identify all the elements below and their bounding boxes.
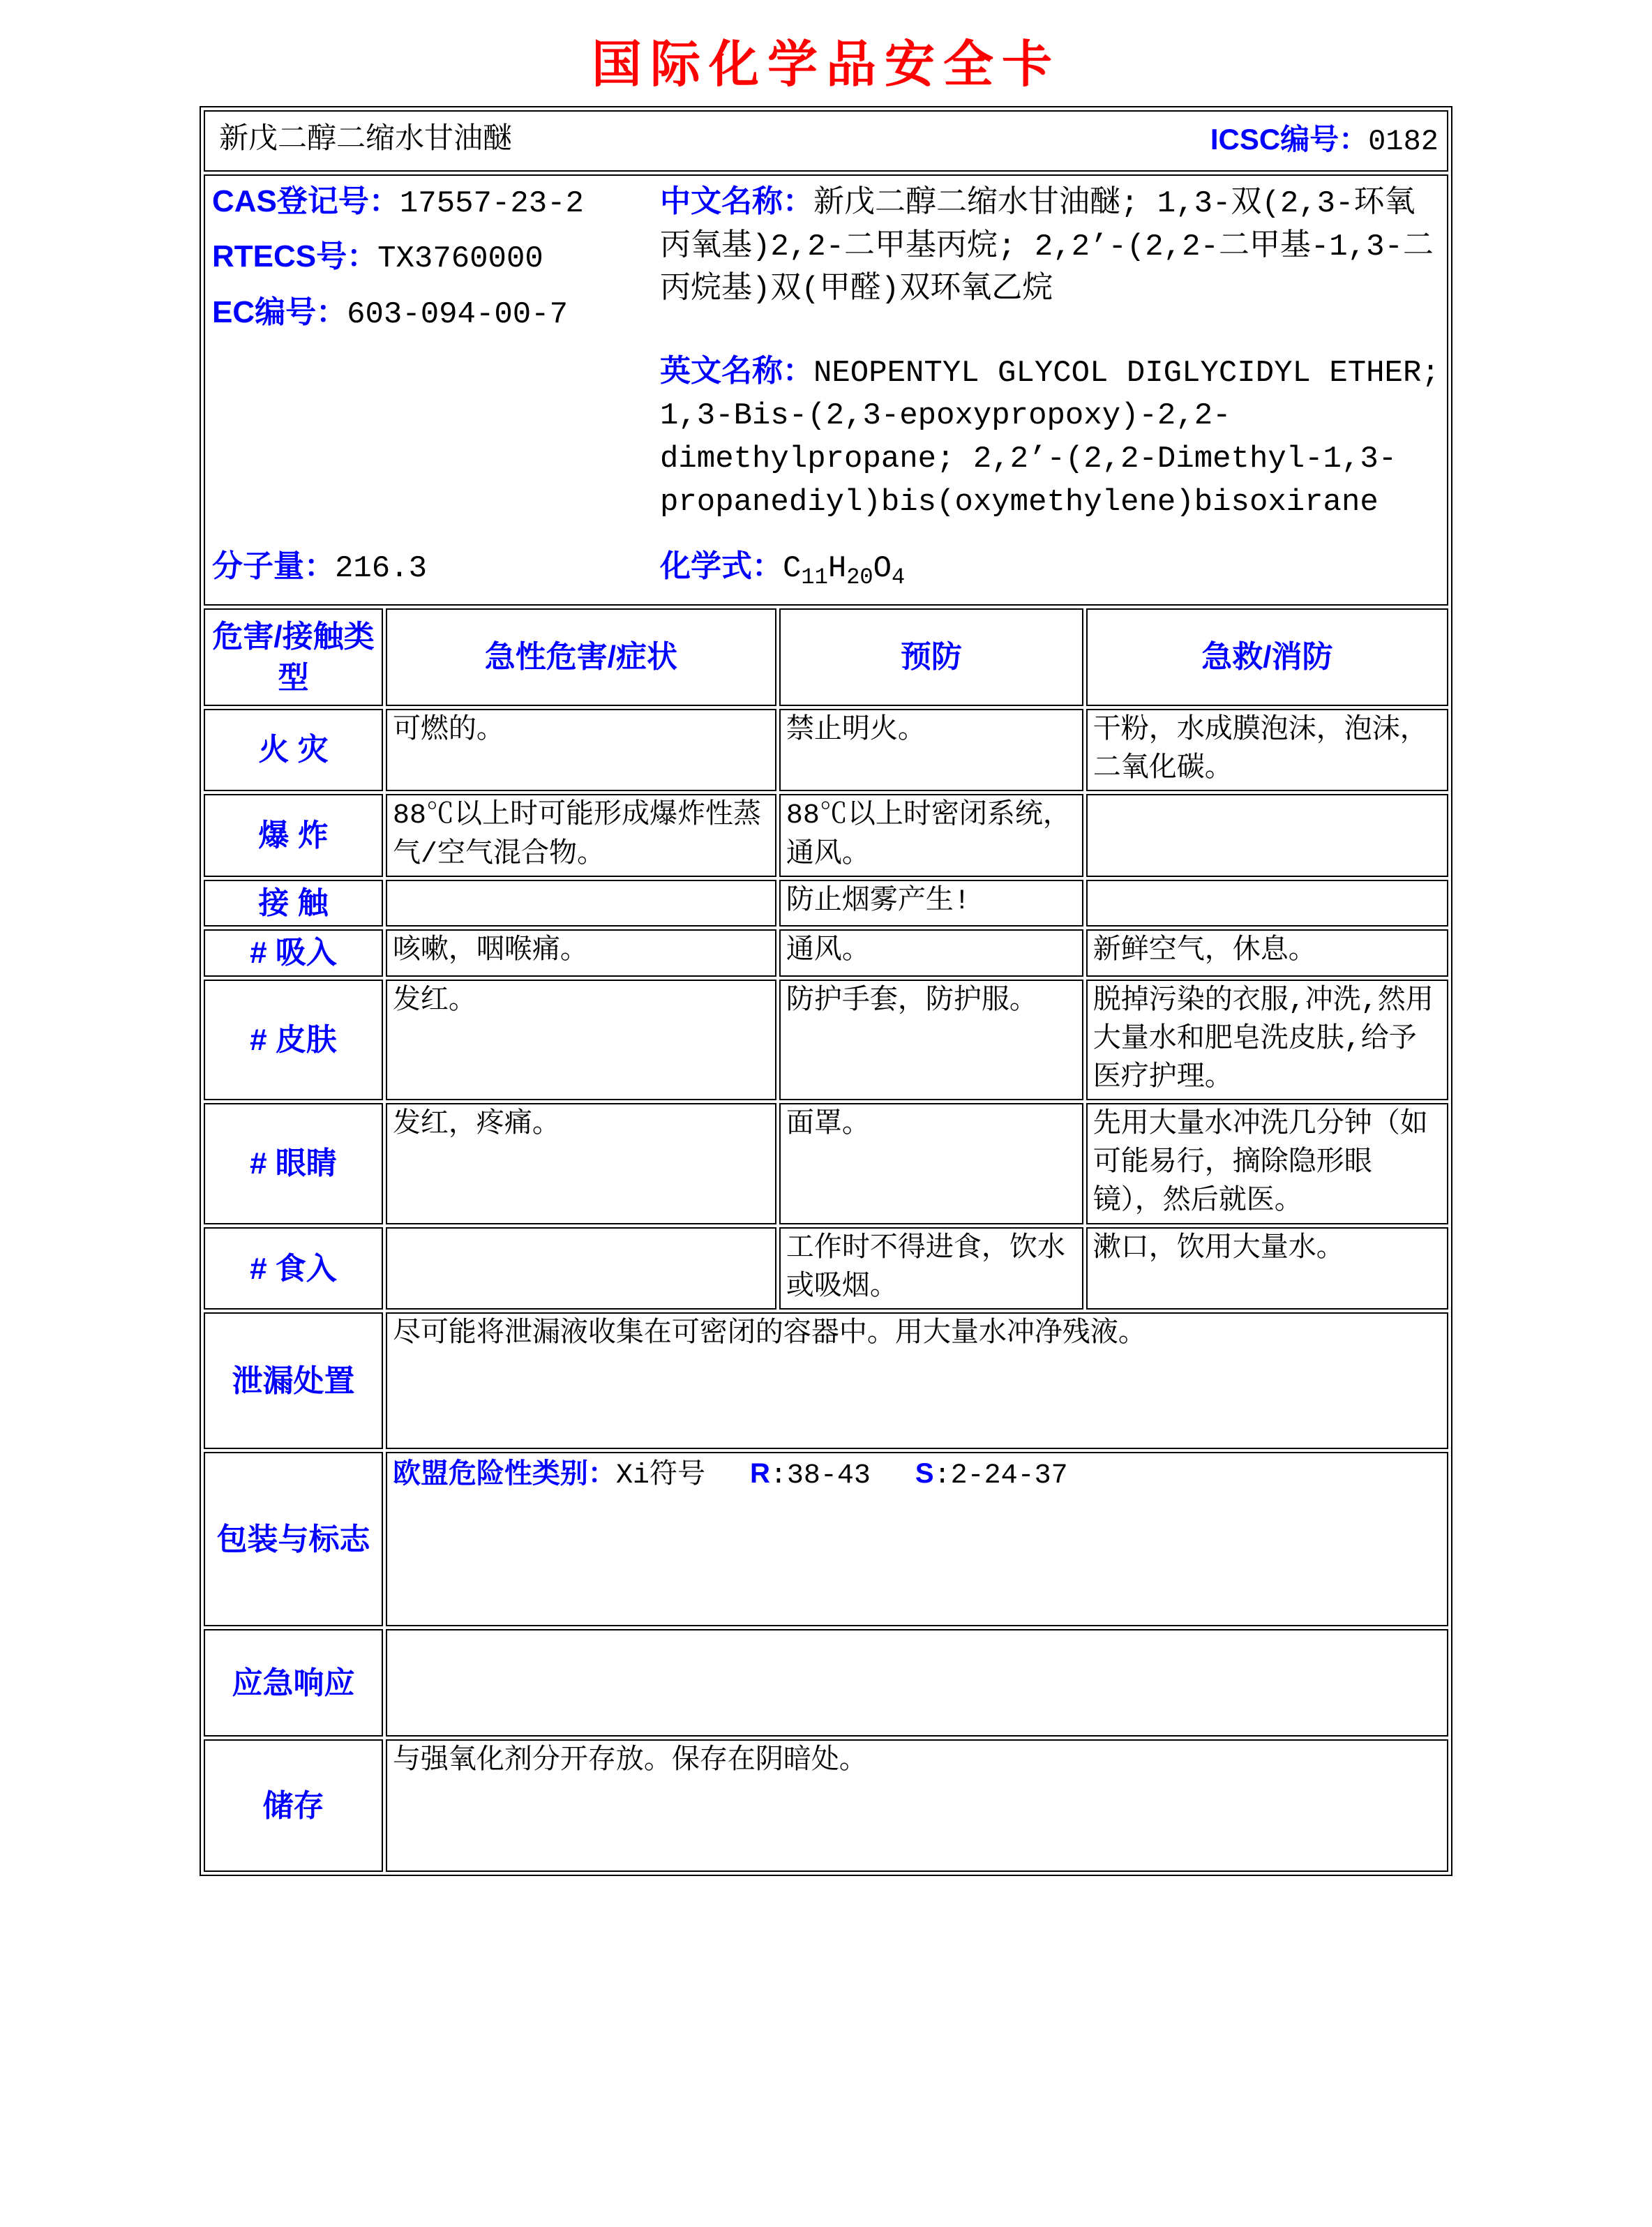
rtecs-label: RTECS号：	[212, 239, 378, 274]
name-row	[204, 110, 1448, 172]
section-row-packaging	[204, 1452, 1448, 1626]
contact-firstaid	[1086, 880, 1448, 927]
explosion-symptoms: 88℃以上时可能形成爆炸性蒸气/空气混合物。	[386, 794, 776, 876]
emergency-content	[386, 1629, 1448, 1737]
row-label-skin: # 皮肤	[204, 980, 383, 1101]
cas-label: CAS登记号：	[212, 184, 400, 218]
r-phrase-label: R	[749, 1458, 770, 1490]
eu-hazard-class-label: 欧盟危险性类别：	[392, 1458, 616, 1490]
section-row-emergency	[204, 1629, 1448, 1737]
ingestion-prevention: 工作时不得进食，饮水或吸烟。	[779, 1227, 1083, 1310]
row-label-contact: 接 触	[204, 880, 383, 927]
fire-symptoms: 可燃的。	[386, 709, 776, 791]
fire-prevention: 禁止明火。	[779, 709, 1083, 791]
spillage-content: 尽可能将泄漏液收集在可密闭的容器中。用大量水冲净残液。	[386, 1312, 1448, 1449]
header-firstaid-firefighting: 急救/消防	[1086, 608, 1448, 706]
chemical-formula-label: 化学式：	[660, 549, 783, 584]
hazard-row-ingestion	[204, 1227, 1448, 1310]
s-phrase-value: :2-24-37	[933, 1460, 1068, 1492]
header-prevention: 预防	[779, 608, 1083, 706]
r-phrase-value: :38-43	[769, 1460, 871, 1492]
eu-hazard-symbol: Xi符号	[615, 1460, 705, 1492]
row-label-storage: 储存	[204, 1739, 383, 1872]
cas-number-line	[212, 180, 660, 225]
hazard-row-eyes	[204, 1103, 1448, 1224]
hazard-header-row	[204, 608, 1448, 706]
icsc-value: 0182	[1368, 125, 1439, 159]
name-cell	[204, 110, 1448, 172]
molecular-weight-value: 216.3	[335, 551, 428, 587]
rtecs-value: TX3760000	[377, 241, 543, 277]
header-acute-symptoms: 急性危害/症状	[386, 608, 776, 706]
row-label-fire: 火 灾	[204, 709, 383, 791]
chinese-name-value: 新戊二醇二缩水甘油醚; 1,3-双(2,3-环氧丙氧基)2,2-二甲基丙烷; 2,2’-(2,2-二甲基-1,3-二丙烷基)双(甲醛)双环氧乙烷	[660, 186, 1434, 308]
chemical-name: 新戊二醇二缩水甘油醚	[219, 123, 513, 158]
chinese-name-label: 中文名称：	[660, 184, 813, 218]
ec-value: 603-094-00-7	[347, 297, 568, 332]
skin-prevention: 防护手套，防护服。	[779, 980, 1083, 1101]
chinese-name-line	[660, 180, 1440, 312]
hazard-row-inhalation	[204, 929, 1448, 976]
molecular-weight-label: 分子量：	[212, 549, 335, 584]
eyes-prevention: 面罩。	[779, 1103, 1083, 1224]
english-name-label: 英文名称：	[660, 353, 813, 388]
molecular-info	[212, 546, 1440, 600]
icsc-number	[1210, 119, 1441, 163]
registry-numbers	[212, 180, 660, 524]
chemical-formula-value: $C_{11}H_{20}O_4$	[783, 551, 906, 590]
rtecs-number-line	[212, 235, 660, 280]
cas-value: 17557-23-2	[399, 186, 584, 221]
row-label-eyes: # 眼睛	[204, 1103, 383, 1224]
section-row-spillage	[204, 1312, 1448, 1449]
explosion-prevention: 88℃以上时密闭系统，通风。	[779, 794, 1083, 876]
inhalation-firstaid: 新鲜空气，休息。	[1086, 929, 1448, 976]
s-phrase-label: S	[915, 1458, 934, 1490]
row-label-explosion: 爆 炸	[204, 794, 383, 876]
skin-firstaid: 脱掉污染的衣服,冲洗,然用大量水和肥皂洗皮肤,给予医疗护理。	[1086, 980, 1448, 1101]
storage-content: 与强氧化剂分开存放。保存在阴暗处。	[386, 1739, 1448, 1872]
contact-prevention: 防止烟雾产生!	[779, 880, 1083, 927]
eyes-firstaid: 先用大量水冲洗几分钟（如可能易行，摘除隐形眼镜），然后就医。	[1086, 1103, 1448, 1224]
fire-firstaid: 干粉，水成膜泡沫，泡沫，二氧化碳。	[1086, 709, 1448, 791]
inhalation-symptoms: 咳嗽，咽喉痛。	[386, 929, 776, 976]
identifier-section-row	[204, 174, 1448, 606]
row-label-spillage: 泄漏处置	[204, 1312, 383, 1449]
explosion-firstaid	[1086, 794, 1448, 876]
inhalation-prevention: 通风。	[779, 929, 1083, 976]
molecular-weight	[212, 546, 660, 593]
row-label-packaging: 包装与标志	[204, 1452, 383, 1626]
ec-label: EC编号：	[212, 294, 347, 329]
packaging-content	[386, 1452, 1448, 1626]
hazard-row-fire	[204, 709, 1448, 791]
english-name-line	[660, 350, 1440, 524]
hazard-row-explosion	[204, 794, 1448, 876]
row-label-inhalation: # 吸入	[204, 929, 383, 976]
ec-number-line	[212, 291, 660, 336]
page-title: 国际化学品安全卡	[591, 37, 1060, 93]
english-name-value: NEOPENTYL GLYCOL DIGLYCIDYL ETHER; 1,3-Bis-(2,3-epoxypropoxy)-2,2-dimethylpropane; 2,2’-(2,2-Dimethyl-1,3-propanediyl)bis(oxymethylene)bisoxirane	[660, 355, 1440, 520]
identifier-section-cell	[204, 174, 1448, 606]
chemical-formula	[660, 546, 905, 593]
ingestion-firstaid: 漱口，饮用大量水。	[1086, 1227, 1448, 1310]
row-label-emergency: 应急响应	[204, 1629, 383, 1737]
chemical-names	[660, 180, 1440, 524]
icsc-label: ICSC编号：	[1210, 123, 1369, 156]
hazard-row-skin	[204, 980, 1448, 1101]
icsc-card-table	[200, 106, 1452, 1876]
contact-symptoms	[386, 880, 776, 927]
section-row-storage	[204, 1739, 1448, 1872]
skin-symptoms: 发红。	[386, 980, 776, 1101]
hazard-row-contact	[204, 880, 1448, 927]
header-hazard-type: 危害/接触类型	[204, 608, 383, 706]
eyes-symptoms: 发红，疼痛。	[386, 1103, 776, 1224]
row-label-ingestion: # 食入	[204, 1227, 383, 1310]
ingestion-symptoms	[386, 1227, 776, 1310]
